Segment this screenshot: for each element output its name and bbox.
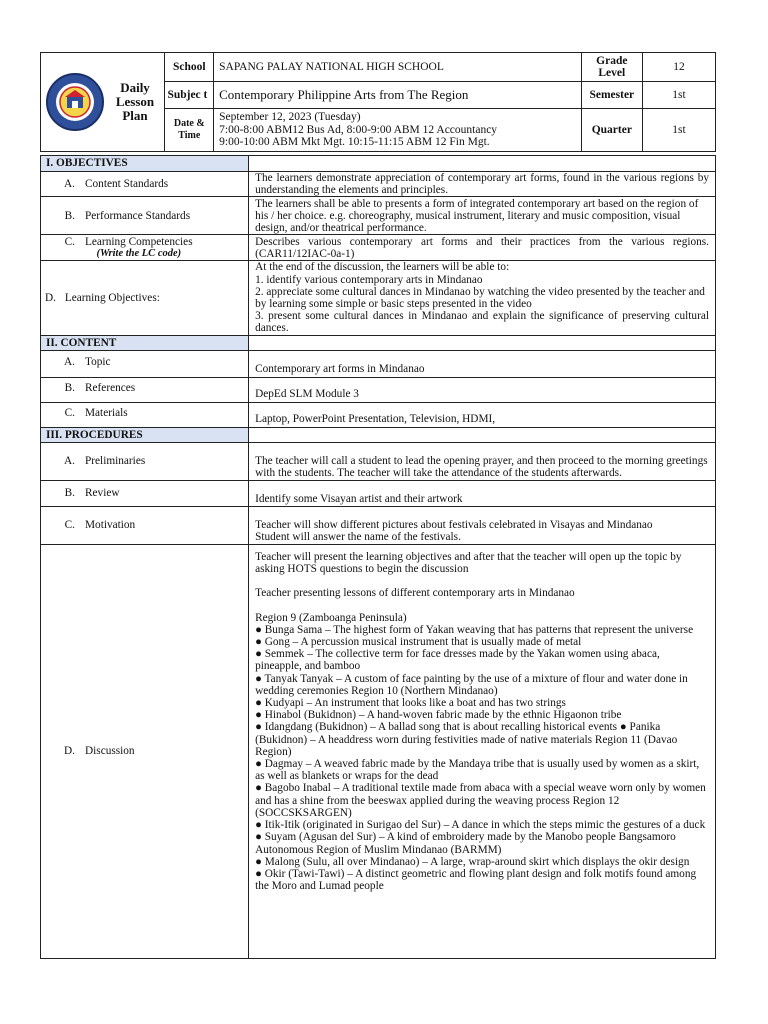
quarter-label: Quarter: [581, 109, 642, 152]
competencies-label: Learning Competencies: [85, 235, 193, 248]
date-line-1: September 12, 2023 (Tuesday): [219, 111, 361, 124]
datetime-label: Date & Time: [165, 109, 214, 152]
topic-text: Contemporary art forms in Mindanao: [249, 350, 716, 377]
topic-letter: A.: [64, 355, 75, 368]
grade-value: 12: [643, 53, 716, 82]
discussion-line: ● Bunga Sama – The highest form of Yakan weaving that has patterns that represent the universe: [255, 623, 694, 636]
discussion-line: ● Itik-Itik (originated in Surigao del Sur) – A dance in which the steps mimic the gestures of a duck: [255, 819, 706, 832]
semester-value: 1st: [643, 82, 716, 109]
discussion-line: ● Dagmay – A weaved fabric made by the Mandaya tribe that is usually used by women as a skirt, as well as blankets or wraps for the dead: [255, 758, 700, 783]
discussion-letter: D.: [64, 745, 75, 758]
row-references: [41, 377, 716, 402]
procedures-heading: III. PROCEDURES: [41, 427, 249, 442]
quarter-value: 1st: [643, 109, 716, 152]
lo-item-3: 3. present some cultural dances in Mindanao and explain the significance of preserving cultural dances.: [255, 310, 709, 335]
content-standards-label: Content Standards: [85, 178, 169, 191]
motivation-line-2: Student will answer the name of the festivals.: [255, 530, 461, 543]
discussion-line: ● Malong (Sulu, all over Mindanao) – A large, wrap-around skirt which displays the okir design: [255, 855, 690, 868]
section-procedures: [41, 427, 716, 442]
discussion-line: ● Suyam (Agusan del Sur) – A kind of embroidery made by the Manobo people Bangsamoro Autonomous Region of Muslim Mindanao (BARMM): [255, 831, 676, 856]
subject-value: Contemporary Philippine Arts from The Region: [214, 82, 581, 109]
section-objectives: [41, 156, 716, 172]
school-value: SAPANG PALAY NATIONAL HIGH SCHOOL: [214, 53, 581, 82]
row-topic: [41, 350, 716, 377]
dlp-title: Daily Lesson Plan: [115, 80, 155, 123]
date-line-3: 9:00-10:00 ABM Mkt Mgt. 10:15-11:15 ABM 12 Fin Mgt.: [219, 136, 490, 149]
performance-standards-letter: B.: [64, 209, 75, 222]
lo-item-1: 1. identify various contemporary arts in Mindanao: [255, 273, 483, 286]
discussion-line: ● Gong – A percussion musical instrument that is usually made of metal: [255, 636, 582, 649]
discussion-line: ● Tanyak Tanyak – A custom of face painting by the use of a mixture of flour and water done in wedding ceremonies Region 10 (Northern Mindanao): [255, 672, 688, 697]
discussion-line: ● Bagobo Inabal – A traditional textile made from abaca with a special weave worn only by women and has a shine from the beeswax applied during the weaving process Region 12 (SOCCSKSARGEN): [255, 782, 706, 819]
performance-standards-label: Performance Standards: [85, 209, 191, 222]
lo-intro: At the end of the discussion, the learners will be able to:: [255, 261, 510, 274]
school-seal-icon: [45, 72, 105, 132]
topic-label: Topic: [85, 355, 111, 368]
competencies-letter: C.: [64, 235, 75, 248]
content-standards-text: The learners demonstrate appreciation of contemporary art forms, found in the various regions by understanding the elements and principles.: [249, 172, 716, 197]
motivation-line-1: Teacher will show different pictures about festivals celebrated in Visayas and Mindanao: [255, 518, 653, 531]
logo-cell: [41, 53, 165, 152]
row-materials: [41, 402, 716, 427]
discussion-line: ● Okir (Tawi-Tawi) – A distinct geometric and flowing plant design and folk motifs found among the Moro and Lumad people: [255, 867, 697, 893]
motivation-letter: C.: [64, 519, 75, 532]
grade-label: Grade Level: [581, 53, 642, 82]
discussion-line: ● Hinabol (Bukidnon) – A hand-woven fabric made by the ethnic Higaonon tribe: [255, 709, 622, 722]
references-text: DepEd SLM Module 3: [249, 377, 716, 402]
discussion-lessons: Teacher presenting lessons of different contemporary arts in Mindanao: [255, 587, 575, 600]
date-line-2: 7:00-8:00 ABM12 Bus Ad, 8:00-9:00 ABM 12 Accountancy: [219, 123, 498, 136]
review-text: Identify some Visayan artist and their artwork: [249, 481, 716, 507]
content-heading: II. CONTENT: [41, 335, 249, 350]
row-learning-competencies: [41, 235, 716, 261]
review-label: Review: [85, 487, 120, 500]
discussion-label: Discussion: [85, 745, 135, 758]
review-letter: B.: [64, 487, 75, 500]
preliminaries-text: The teacher will call a student to lead the opening prayer, and then proceed to the morning greetings with the students. The teacher will take the attendance of the students afterwards.: [249, 443, 716, 481]
competencies-sub: (Write the LC code): [96, 247, 182, 259]
row-review: [41, 481, 716, 507]
row-discussion: [41, 545, 716, 959]
semester-label: Semester: [581, 82, 642, 109]
discussion-line: ● Idangdang (Bukidnon) – A ballad song that is about recalling historical events ● Panika (Bukidnon) – A headdress worn during festivities made of native materials Region 11 (Davao Region): [255, 721, 678, 758]
discussion-line: ● Kudyapi – An instrument that looks like a boat and has two strings: [255, 697, 566, 710]
school-label: School: [165, 53, 214, 82]
references-letter: B.: [64, 381, 75, 394]
datetime-value: [214, 109, 581, 152]
references-label: References: [85, 381, 136, 394]
learning-objectives-letter: D.: [45, 291, 56, 304]
subject-label: Subjec t: [165, 82, 214, 109]
motivation-label: Motivation: [85, 519, 136, 532]
lo-item-2: 2. appreciate some cultural dances in Mindanao by watching the video presented by the teacher and by learning some simple or basic steps presented in the video: [255, 285, 705, 311]
row-content-standards: [41, 172, 716, 197]
competencies-text: Describes various contemporary art forms and their practices from the various regions. (CAR11/12IAC-0a-1): [249, 235, 716, 261]
discussion-line: ● Semmek – The collective term for face dresses made by the Yakan women using abaca, pineapple, and bamboo: [255, 648, 660, 673]
section-content: [41, 335, 716, 350]
row-motivation: [41, 507, 716, 545]
materials-text: Laptop, PowerPoint Presentation, Television, HDMI,: [249, 402, 716, 427]
materials-letter: C.: [64, 406, 75, 419]
row-performance-standards: [41, 197, 716, 235]
learning-objectives-label: Learning Objectives:: [64, 291, 160, 304]
preliminaries-letter: A.: [64, 455, 75, 468]
content-standards-letter: A.: [64, 178, 75, 191]
row-learning-objectives: [41, 261, 716, 335]
preliminaries-label: Preliminaries: [85, 455, 146, 468]
materials-label: Materials: [85, 406, 128, 419]
objectives-heading: I. OBJECTIVES: [41, 156, 249, 172]
discussion-intro: Teacher will present the learning objectives and after that the teacher will open up the topic by asking HOTS questions to begin the discussion: [255, 551, 682, 576]
discussion-content: [249, 545, 716, 959]
dlp-main-table: [40, 155, 716, 959]
discussion-line: Region 9 (Zamboanga Peninsula): [255, 611, 407, 624]
row-preliminaries: [41, 443, 716, 481]
performance-standards-text: The learners shall be able to presents a form of integrated contemporary art based on the region of his / her choice. e.g. choreography, musical instrument, literary and music composition, visual design, and/or theatrical performance.: [249, 197, 716, 235]
dlp-header-table: [40, 52, 716, 152]
